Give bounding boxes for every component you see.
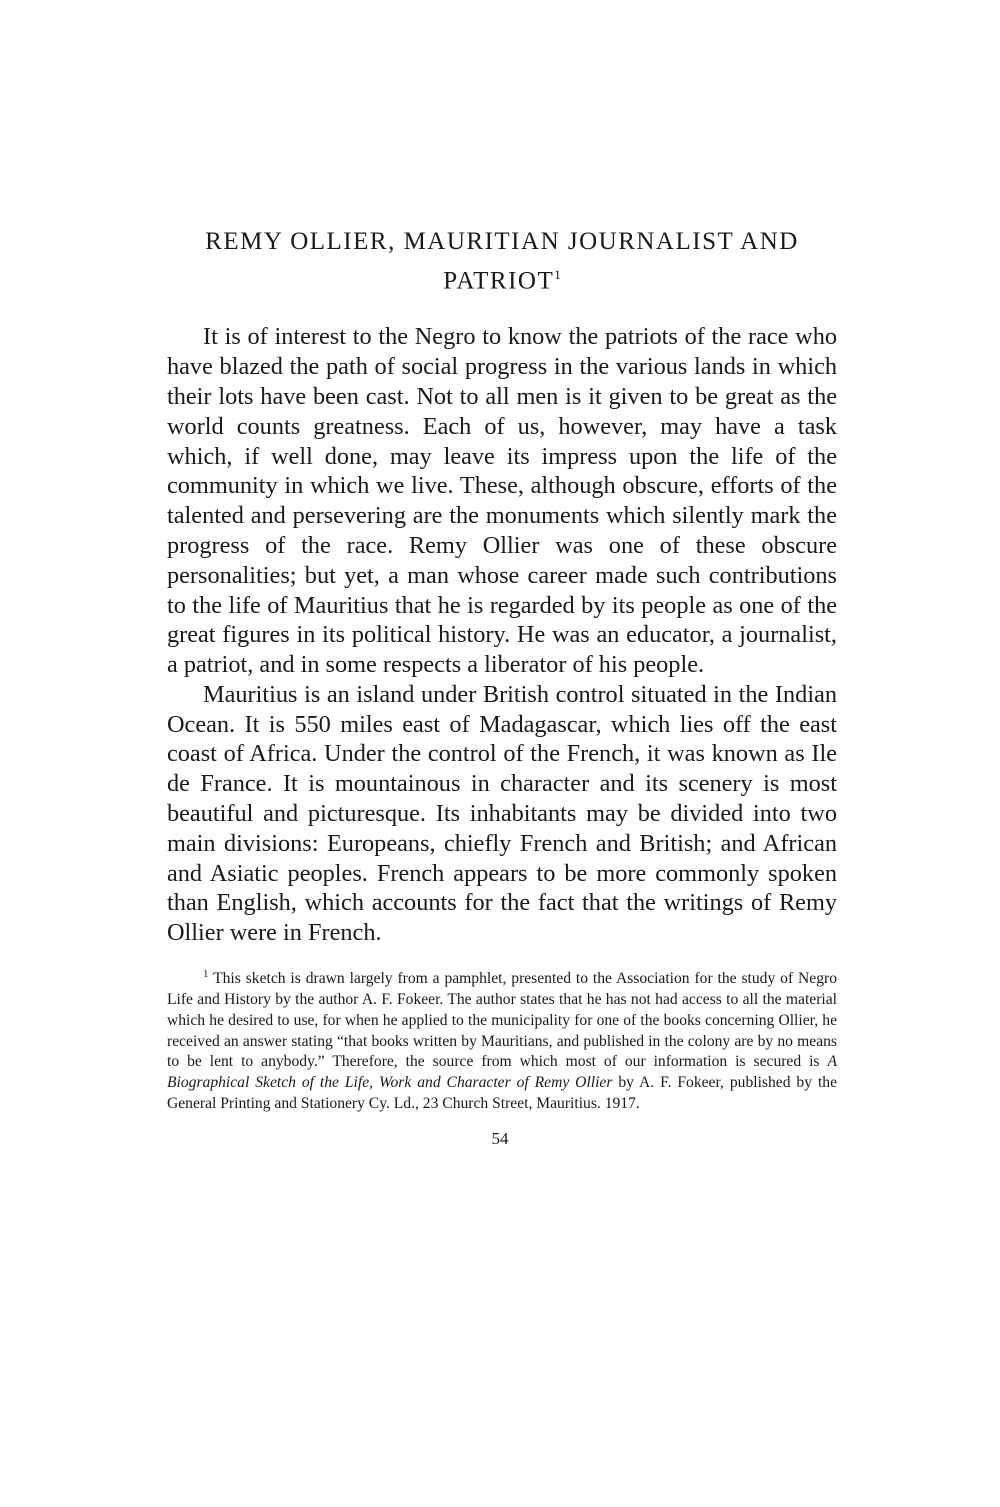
title-footnote-marker: 1: [554, 267, 561, 282]
article-title: [167, 225, 837, 297]
footnote-book-title: A Biographical Sketch of the Life, Work and Character of Remy Ollier: [167, 1053, 837, 1092]
footnote-text-after: by A. F. Fokeer, published by the General Printing and Stationery Cy. Ld., 23 Church Street, Mauritius. 1917.: [167, 1074, 838, 1113]
page-number: 54: [491, 1128, 509, 1148]
footnote-marker: 1: [203, 968, 209, 981]
paragraph-2: Mauritius is an island under British control situated in the Indian Ocean. It is 550 miles east of Madagascar, which lies off the east coast of Africa. Under the control of the French, it was known as Ile de France. It is mountainous in character and its scenery is most beautiful and picturesque. Its inhabitants may be divided into two main divisions: Europeans, chiefly French and British; and African and Asiatic peoples. French appears to be more commonly spoken than English, which accounts for the fact that the writings of Remy Ollier were in French.: [167, 680, 837, 947]
footnote: [167, 964, 837, 1115]
article-title-text: REMY OLLIER, MAURITIAN JOURNALIST AND PATRIOT: [205, 228, 799, 295]
paragraph-1: It is of interest to the Negro to know the patriots of the race who have blazed the path of social progress in the various lands in which their lots have been cast. Not to all men is it given to be great as the world counts greatness. Each of us, however, may have a task which, if well done, may leave its impress upon the life of the community in which we live. These, although obscure, efforts of the talented and persevering are the monuments which silently mark the progress of the race. Remy Ollier was one of these obscure personalities; but yet, a man whose career made such contributions to the life of Mauritius that he is regarded by its people as one of the great figures in its political history. He was an educator, a journalist, a patriot, and in some respects a liberator of his people.: [167, 323, 837, 679]
footnote-text-before: This sketch is drawn largely from a pamphlet, presented to the Association for the study of Negro Life and History by the author A. F. Fokeer. The author states that he has not had access to all the material which he desired to use, for when he applied to the municipality for one of the books concerning Ollier, he received an answer stating “that books written by Mauritians, and published in the colony are by no means to be lent to anybody.” Therefore, the source from which most of our information is secured is: [167, 970, 838, 1071]
page-body: [167, 225, 837, 1115]
